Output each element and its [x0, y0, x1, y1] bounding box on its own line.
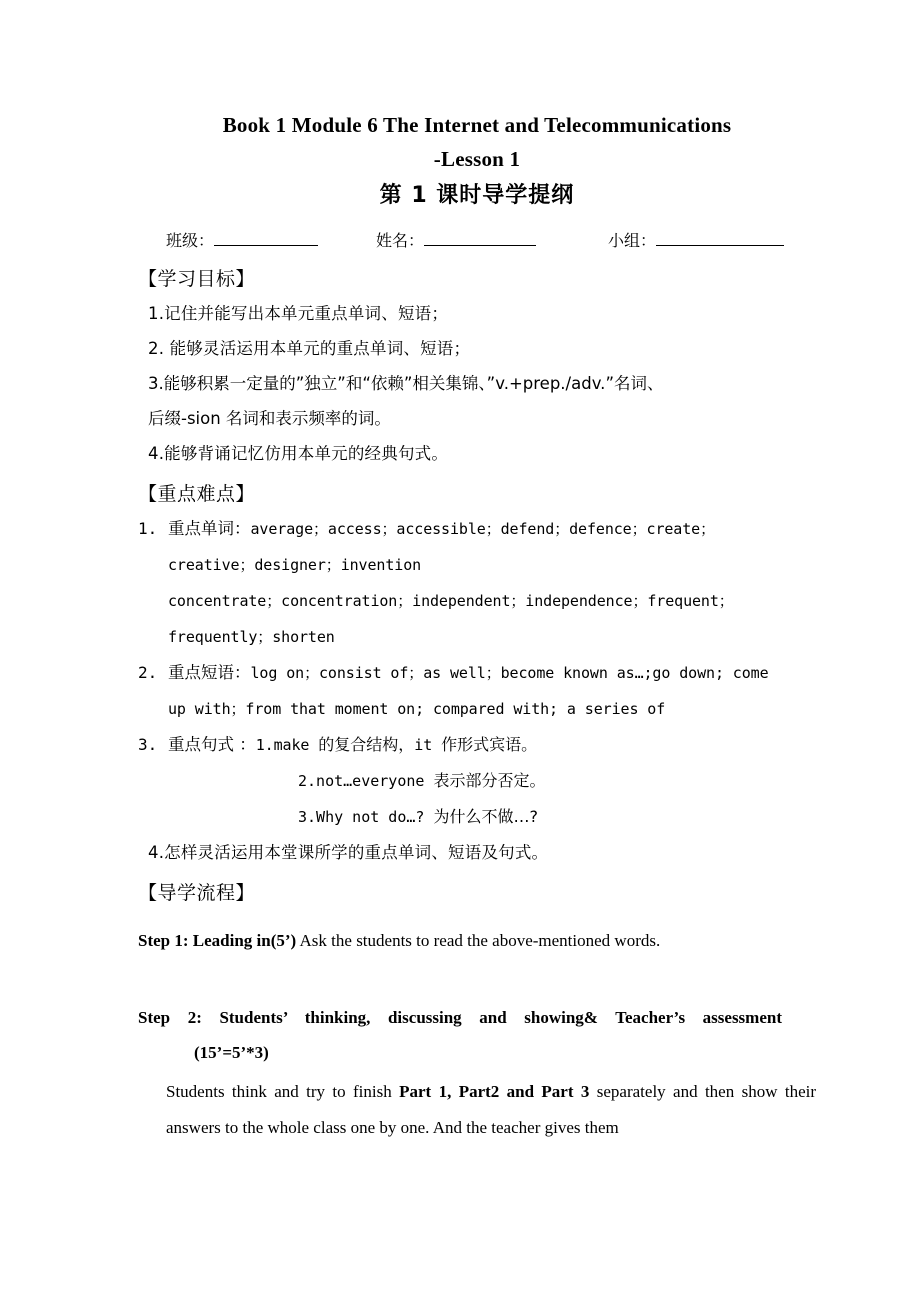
document-title-chinese: 第 1 课时导学提纲 — [379, 183, 575, 208]
key-point-item-1-words-line-4: frequently；shorten — [168, 628, 335, 646]
key-point-item-2-phrases-line-2: up with；from that moment on; compared with; a series of — [168, 700, 666, 718]
objective-item-3-line-2 — [148, 401, 816, 436]
class-field-label: 班级： — [166, 231, 215, 250]
objective-item-2: 2. 能够灵活运用本单元的重点单词、短语； — [148, 339, 471, 358]
objective-item-3 — [138, 366, 816, 436]
flow-step-1 — [138, 924, 816, 958]
key-points-heading: 【重点难点】 — [138, 483, 256, 505]
document-title-line-1: Book 1 Module 6 The Internet and Telecommunications — [222, 113, 732, 137]
key-point-item-3-sub-3 — [168, 799, 816, 835]
name-field[interactable] — [376, 226, 536, 256]
objectives-heading: 【学习目标】 — [138, 268, 256, 290]
key-point-item-2 — [138, 655, 816, 727]
key-point-item-3-sub-1-cn-b: 作形式宾语。 — [441, 735, 538, 754]
key-point-item-4: 4.怎样灵活运用本堂课所学的重点单词、短语及句式。 — [148, 843, 549, 862]
key-point-item-1-number: 1. — [138, 519, 158, 538]
class-field-blank[interactable] — [214, 230, 318, 246]
key-point-item-3-sub-3-mono: 3.Why not do…? — [298, 808, 434, 826]
document-title-line-2: -Lesson 1 — [433, 147, 521, 171]
flow-step-2-line-2: (15’=5’*3) — [194, 1043, 269, 1062]
key-point-item-2-label: 重点短语 — [168, 663, 234, 682]
key-point-item-3-sub-1-mono: 1.make — [255, 736, 319, 754]
flow-heading: 【导学流程】 — [138, 882, 256, 904]
objective-item-3-text-a: 3.能够积累一定量的”独立”和“依赖”相关集锦、” — [148, 374, 496, 393]
key-point-item-3-sub-2 — [168, 763, 816, 799]
flow-body-bold-parts: Part 1, Part2 and Part 3 — [399, 1082, 590, 1101]
group-field[interactable] — [608, 226, 784, 256]
flow-body-text-a: Students think and try to finish — [166, 1082, 400, 1101]
student-info-fields — [138, 226, 816, 256]
key-point-item-1-words-line-3: concentrate；concentration；independent；independence；frequent； — [168, 592, 734, 610]
objective-item-4: 4.能够背诵记忆仿用本单元的经典句式。 — [148, 444, 449, 463]
class-field[interactable] — [166, 226, 318, 256]
key-point-item-2-colon: ： — [234, 663, 251, 682]
group-field-label: 小组： — [608, 231, 657, 250]
key-point-item-3-sub-1-mono-b: it — [414, 736, 442, 754]
objective-item-1: 1.记住并能写出本单元重点单词、短语； — [148, 304, 449, 323]
objective-item-3-mono: v.+prep./adv. — [495, 374, 606, 393]
flow-step-2-line-1: Step 2: Students’ thinking, discussing and showing& Teacher’s assessment — [138, 1008, 782, 1027]
objective-item-3-line2-a: 后缀 — [148, 409, 181, 428]
key-point-item-1-label: 重点单词 — [168, 519, 234, 538]
key-point-item-2-phrases-line-1: log on；consist of；as well；become known as…;go down; come — [250, 664, 769, 682]
objective-item-3-line2-mono: -sion — [181, 409, 221, 428]
name-field-blank[interactable] — [424, 230, 536, 246]
group-field-blank[interactable] — [656, 230, 784, 246]
key-point-item-1 — [138, 511, 816, 655]
objective-item-3-line2-b: 名词和表示频率的词。 — [220, 409, 391, 428]
key-point-item-3-label: 重点句式 — [168, 735, 240, 754]
flow-step-1-text: Ask the students to read the above-mentioned words. — [296, 931, 661, 950]
key-point-item-2-number: 2. — [138, 663, 158, 682]
flow-step-2-body — [138, 1074, 816, 1146]
key-point-item-1-words-line-2: creative；designer；invention — [168, 556, 422, 574]
key-point-item-3-sub-2-mono: 2.not…everyone — [298, 772, 434, 790]
key-point-item-3-sub-2-cn: 表示部分否定。 — [433, 771, 546, 790]
document-content — [138, 108, 816, 1146]
key-point-item-1-words-line-1: average；access；accessible；defend；defence；create； — [250, 520, 715, 538]
key-point-item-1-colon: ： — [234, 519, 251, 538]
key-point-item-3-sub-1-cn: 的复合结构， — [318, 735, 415, 754]
objective-item-3-text-b: ”名词、 — [605, 374, 664, 393]
key-point-item-3-number: 3. — [138, 735, 158, 754]
flow-step-2 — [138, 1000, 782, 1070]
flow-step-1-label: Step 1: Leading in(5’) — [138, 931, 297, 950]
key-point-item-3-colon: ： — [239, 735, 256, 754]
key-point-item-3 — [138, 727, 816, 835]
name-field-label: 姓名： — [376, 231, 425, 250]
key-point-item-3-sub-3-cn: 为什么不做…? — [433, 807, 538, 826]
flow-body-text-b: separately and then show their answers to the whole class one by one. And the teacher gives them — [166, 1082, 817, 1137]
